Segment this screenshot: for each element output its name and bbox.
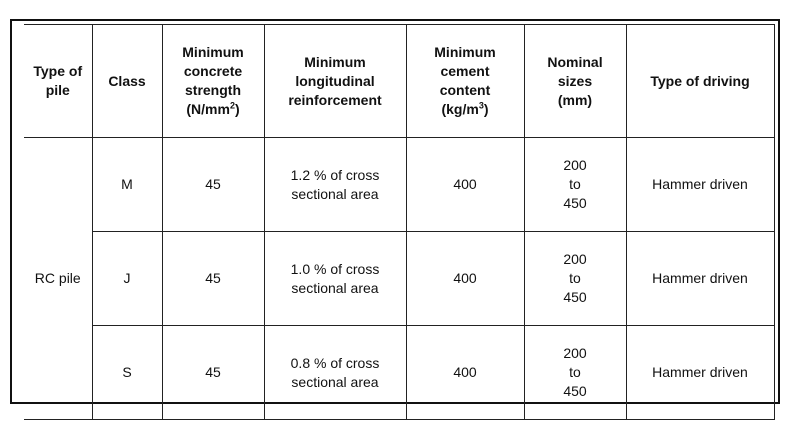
header-min-cement-content-label: Minimum cement content <box>434 44 496 98</box>
cell-driving: Hammer driven <box>626 326 774 420</box>
header-cement-unit-pre: (kg/m <box>441 101 479 117</box>
cell-sizes: 200 to 450 <box>524 232 626 326</box>
cell-reinforcement: 1.2 % of cross sectional area <box>264 138 406 232</box>
cell-sizes: 200 to 450 <box>524 326 626 420</box>
cell-class: J <box>92 232 162 326</box>
pile-spec-table <box>24 24 775 420</box>
table-row <box>24 138 774 232</box>
header-nominal-sizes: Nominal sizes (mm) <box>524 25 626 138</box>
cell-cement: 400 <box>406 138 524 232</box>
cell-driving: Hammer driven <box>626 138 774 232</box>
cell-class: S <box>92 326 162 420</box>
header-type-of-pile: Type of pile <box>24 25 92 138</box>
header-cement-unit-sup: 3 <box>478 100 484 111</box>
header-strength-unit-pre: (N/mm <box>186 101 230 117</box>
cell-sizes: 200 to 450 <box>524 138 626 232</box>
table-row <box>24 232 774 326</box>
cell-driving: Hammer driven <box>626 232 774 326</box>
header-min-concrete-strength <box>162 25 264 138</box>
cell-strength: 45 <box>162 138 264 232</box>
header-class: Class <box>92 25 162 138</box>
cell-strength: 45 <box>162 326 264 420</box>
header-strength-unit-post: ) <box>234 101 240 117</box>
cell-pile-type: RC pile <box>24 138 92 420</box>
table-row <box>24 326 774 420</box>
cell-cement: 400 <box>406 326 524 420</box>
cell-class: M <box>92 138 162 232</box>
header-type-of-driving: Type of driving <box>626 25 774 138</box>
header-cement-unit-post: ) <box>483 101 489 117</box>
cell-strength: 45 <box>162 232 264 326</box>
header-min-concrete-strength-label: Minimum concrete strength <box>182 44 244 98</box>
header-min-cement-content <box>406 25 524 138</box>
cell-reinforcement: 1.0 % of cross sectional area <box>264 232 406 326</box>
cell-reinforcement: 0.8 % of cross sectional area <box>264 326 406 420</box>
cell-cement: 400 <box>406 232 524 326</box>
header-strength-unit-sup: 2 <box>229 100 235 111</box>
header-row <box>24 25 774 138</box>
header-min-longitudinal-reinforcement: Minimum longitudinal reinforcement <box>264 25 406 138</box>
